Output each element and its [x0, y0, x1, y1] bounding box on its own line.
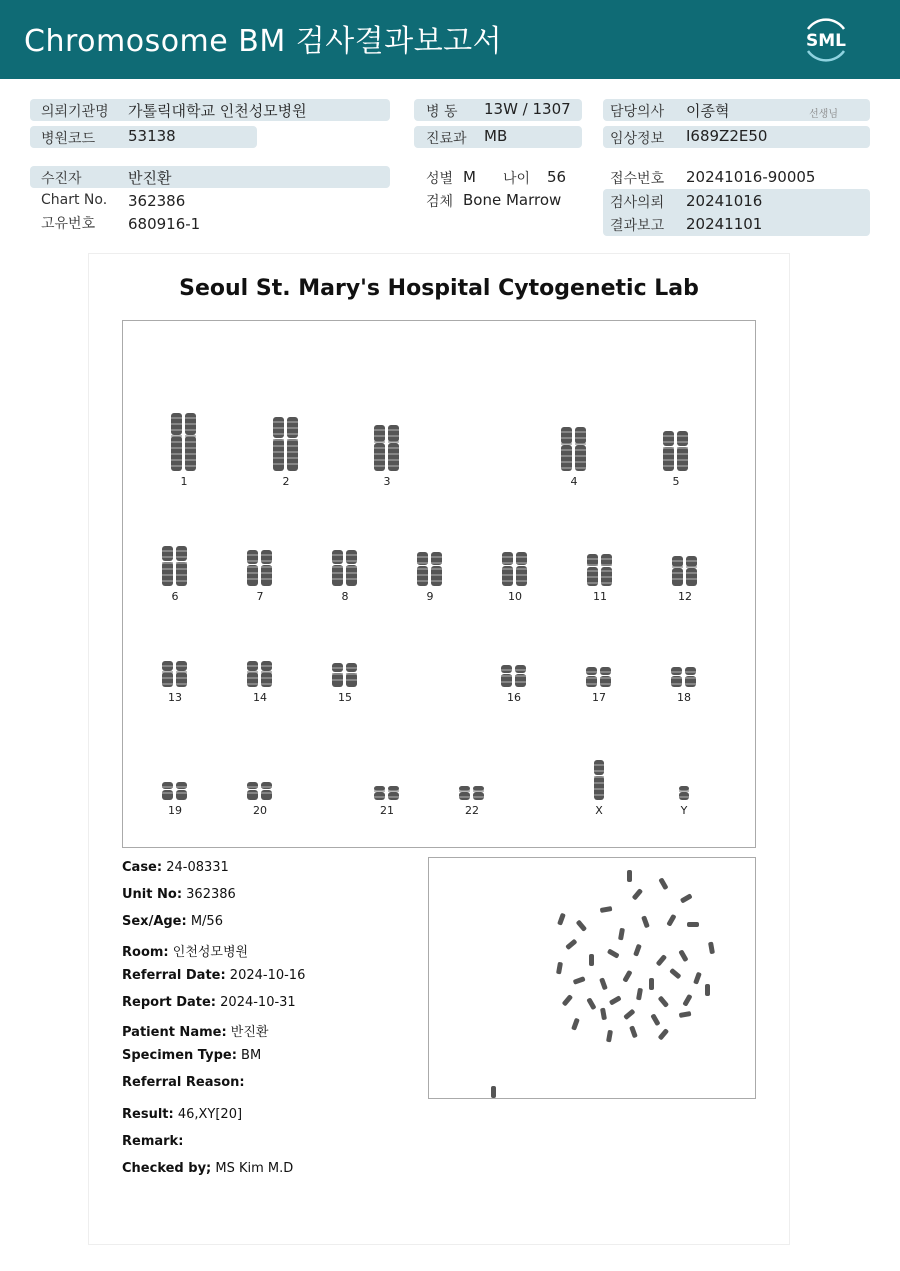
- metaphase-chromosome: [633, 944, 642, 957]
- chromosome-pair-graphic: [669, 667, 699, 687]
- chart-value: 362386: [128, 192, 186, 210]
- chromosome-7: [240, 550, 280, 603]
- metaphase-chromosome: [571, 1018, 580, 1031]
- report-field: [122, 1075, 245, 1090]
- chromosome-pair-graphic: [584, 667, 614, 687]
- chromosome-pair-graphic: [245, 661, 275, 687]
- metaphase-chromosome: [627, 870, 632, 882]
- report-field-label: Specimen Type:: [122, 1048, 237, 1063]
- chromosome-y: [664, 786, 704, 817]
- report-field: [122, 1134, 183, 1149]
- chromosome-pair-graphic: [169, 413, 199, 471]
- chromosome-pair-graphic: [670, 556, 700, 586]
- chromosome-pair-graphic: [160, 546, 190, 586]
- chromosome-17: [579, 667, 619, 704]
- metaphase-chromosome: [562, 994, 574, 1006]
- chromosome-pair-graphic: [499, 665, 529, 687]
- metaphase-chromosome: [632, 888, 644, 900]
- chromosome-pair-graphic: [661, 431, 691, 471]
- metaphase-chromosome: [658, 995, 670, 1007]
- lab-title: Seoul St. Mary's Hospital Cytogenetic Lab: [179, 276, 699, 301]
- row-shade: [30, 166, 390, 188]
- chromosome-label: 3: [383, 475, 391, 488]
- karyotype-report: [88, 253, 790, 1245]
- report-field-value: 인천성모병원: [168, 945, 249, 960]
- metaphase-chromosome: [641, 915, 650, 928]
- metaphase-image: [428, 857, 756, 1099]
- chart-label: Chart No.: [41, 192, 108, 208]
- receipt-label: 접수번호: [610, 171, 665, 187]
- metaphase-chromosome: [573, 976, 586, 985]
- report-field-value: M/56: [186, 914, 223, 929]
- metaphase-chromosome: [650, 1013, 660, 1026]
- report-field-label: Remark:: [122, 1134, 184, 1149]
- chromosome-pair-graphic: [160, 661, 190, 687]
- report-field: [122, 860, 229, 875]
- report-field: [122, 1161, 293, 1176]
- metaphase-chromosome: [607, 948, 620, 958]
- chromosome-label: 17: [592, 691, 606, 704]
- report-field-value: MS Kim M.D: [211, 1161, 294, 1176]
- report-field-value: BM: [236, 1048, 262, 1063]
- chromosome-pair-graphic: [245, 782, 275, 800]
- chromosome-11: [580, 554, 620, 603]
- chromosome-10: [495, 552, 535, 603]
- metaphase-chromosome: [693, 972, 702, 985]
- metaphase-chromosome: [622, 970, 632, 983]
- metaphase-chromosome: [606, 1030, 613, 1043]
- chromosome-5: [656, 431, 696, 488]
- metaphase-chromosome: [679, 1011, 692, 1018]
- chromosome-label: 10: [508, 590, 522, 603]
- request-label: 검사의뢰: [610, 195, 665, 211]
- metaphase-chromosome: [565, 939, 577, 951]
- chromosome-pair-graphic: [372, 425, 402, 471]
- metaphase-chromosome: [636, 988, 643, 1001]
- metaphase-chromosome: [682, 994, 692, 1007]
- age-value: 56: [547, 168, 567, 186]
- chromosome-8: [325, 550, 365, 603]
- svg-text:SML: SML: [806, 31, 846, 51]
- institution-label: 의뢰기관명: [41, 104, 109, 120]
- chromosome-16: [494, 665, 534, 704]
- metaphase-chromosome: [491, 1086, 496, 1098]
- report-field: [122, 968, 305, 983]
- id-label: 고유번호: [41, 216, 96, 232]
- chromosome-pair-graphic: [585, 554, 615, 586]
- metaphase-chromosome: [705, 984, 710, 996]
- report-field-label: Patient Name:: [122, 1025, 227, 1040]
- report-field-value: 24-08331: [162, 860, 229, 875]
- specimen-value: Bone Marrow: [463, 191, 562, 209]
- doctor-suffix: 선생님: [809, 109, 838, 120]
- metaphase-chromosome: [687, 922, 699, 927]
- chromosome-1: [164, 413, 204, 488]
- report-field-label: Sex/Age:: [122, 914, 187, 929]
- chromosome-label: 5: [672, 475, 680, 488]
- chromosome-4: [554, 427, 594, 488]
- chromosome-label: 18: [677, 691, 691, 704]
- chromosome-label: 9: [426, 590, 434, 603]
- chromosome-label: 6: [171, 590, 179, 603]
- sml-logo: [800, 13, 852, 65]
- chromosome-label: 8: [341, 590, 349, 603]
- chromosome-label: 16: [507, 691, 521, 704]
- metaphase-chromosome: [599, 977, 608, 990]
- report-field: [122, 941, 248, 960]
- chromosome-20: [240, 782, 280, 817]
- chromosome-pair-graphic: [330, 663, 360, 687]
- chromosome-pair-graphic: [271, 417, 301, 471]
- chromosome-label: 11: [593, 590, 607, 603]
- chromosome-pair-graphic: [330, 550, 360, 586]
- metaphase-chromosome: [609, 995, 622, 1005]
- chromosome-15: [325, 663, 365, 704]
- report-field-value: 362386: [182, 887, 236, 902]
- clinical-label: 임상정보: [610, 131, 665, 147]
- metaphase-chromosome: [656, 954, 668, 966]
- chromosome-label: 7: [256, 590, 264, 603]
- chromosome-2: [266, 417, 306, 488]
- chromosome-label: 22: [465, 804, 479, 817]
- report-field-label: Room:: [122, 945, 169, 960]
- chromosome-pair-graphic: [372, 786, 402, 800]
- metaphase-chromosome: [666, 914, 676, 927]
- metaphase-chromosome: [629, 1025, 638, 1038]
- metaphase-chromosome: [658, 1028, 670, 1040]
- chromosome-label: X: [595, 804, 603, 817]
- chromosome-12: [665, 556, 705, 603]
- patient-label: 수진자: [41, 171, 82, 187]
- chromosome-label: Y: [680, 804, 688, 817]
- metaphase-chromosome: [557, 913, 566, 926]
- report-title: Chromosome BM 검사결과보고서: [24, 24, 503, 59]
- chromosome-6: [155, 546, 195, 603]
- chromosome-pair-graphic: [245, 550, 275, 586]
- report-field-value: 2024-10-16: [225, 968, 306, 983]
- report-field-value: 2024-10-31: [216, 995, 296, 1010]
- chromosome-pair-graphic: [559, 427, 589, 471]
- chromosome-label: 20: [253, 804, 267, 817]
- metaphase-chromosome: [649, 978, 654, 990]
- chromosome-13: [155, 661, 195, 704]
- report-field: [122, 995, 296, 1010]
- metaphase-chromosome: [589, 954, 594, 966]
- metaphase-chromosome: [680, 893, 693, 903]
- metaphase-chromosome: [556, 962, 563, 975]
- chromosome-label: 4: [570, 475, 578, 488]
- report-field: [122, 1107, 242, 1122]
- metaphase-chromosome: [618, 928, 625, 941]
- chromosome-pair-graphic: [457, 786, 487, 800]
- metaphase-chromosome: [669, 968, 681, 980]
- karyogram: [122, 320, 756, 848]
- hospital-code-value: 53138: [128, 127, 176, 145]
- report-field: [122, 1021, 268, 1040]
- chromosome-18: [664, 667, 704, 704]
- chromosome-label: 14: [253, 691, 267, 704]
- sex-label: 성별: [426, 171, 454, 187]
- chromosome-label: 15: [338, 691, 352, 704]
- metaphase-chromosome: [708, 942, 715, 955]
- metaphase-chromosome: [600, 906, 613, 913]
- report-field-label: Referral Date:: [122, 968, 226, 983]
- doctor-label: 담당의사: [610, 104, 665, 120]
- chromosome-pair-graphic: [677, 786, 691, 800]
- chromosome-19: [155, 782, 195, 817]
- report-field: [122, 1048, 261, 1063]
- receipt-value: 20241016-90005: [686, 168, 816, 186]
- ward-value: 13W / 1307: [484, 100, 571, 118]
- chromosome-x: [579, 760, 619, 817]
- result-report-value: 20241101: [686, 215, 763, 233]
- institution-value: 가톨릭대학교 인천성모병원: [128, 102, 307, 120]
- chromosome-14: [240, 661, 280, 704]
- report-field-label: Report Date:: [122, 995, 217, 1010]
- dept-label: 진료과: [426, 131, 467, 147]
- metaphase-chromosome: [658, 877, 668, 890]
- report-field-value: 반진환: [226, 1025, 269, 1040]
- metaphase-chromosome: [600, 1008, 607, 1021]
- hospital-code-label: 병원코드: [41, 131, 96, 147]
- age-label: 나이: [503, 171, 531, 187]
- report-field-label: Result:: [122, 1107, 174, 1122]
- report-field-label: Referral Reason:: [122, 1075, 245, 1090]
- report-field-label: Unit No:: [122, 887, 183, 902]
- report-field: [122, 887, 236, 902]
- chromosome-label: 2: [282, 475, 290, 488]
- metaphase-chromosome: [678, 949, 688, 962]
- chromosome-pair-graphic: [160, 782, 190, 800]
- chromosome-22: [452, 786, 492, 817]
- report-field: [122, 914, 223, 929]
- report-field-label: Checked by;: [122, 1161, 212, 1176]
- doctor-value: 이종혁: [686, 102, 730, 120]
- chromosome-label: 21: [380, 804, 394, 817]
- chromosome-21: [367, 786, 407, 817]
- chromosome-label: 12: [678, 590, 692, 603]
- report-field-value: 46,XY[20]: [173, 1107, 243, 1122]
- result-report-label: 결과보고: [610, 218, 665, 234]
- clinical-value: I689Z2E50: [686, 127, 768, 145]
- chromosome-9: [410, 552, 450, 603]
- metaphase-chromosome: [586, 997, 596, 1010]
- chromosome-3: [367, 425, 407, 488]
- chromosome-pair-graphic: [500, 552, 530, 586]
- chromosome-pair-graphic: [415, 552, 445, 586]
- sex-value: M: [463, 168, 476, 186]
- id-value: 680916-1: [128, 215, 201, 233]
- chromosome-label: 13: [168, 691, 182, 704]
- specimen-label: 검체: [426, 194, 454, 210]
- chromosome-label: 1: [180, 475, 188, 488]
- report-field-label: Case:: [122, 860, 163, 875]
- chromosome-label: 19: [168, 804, 182, 817]
- chromosome-pair-graphic: [592, 760, 606, 800]
- dept-value: MB: [484, 127, 508, 145]
- metaphase-chromosome: [576, 919, 588, 931]
- metaphase-chromosome: [623, 1009, 635, 1021]
- report-header: [0, 0, 900, 79]
- ward-label: 병 동: [426, 104, 458, 120]
- request-value: 20241016: [686, 192, 763, 210]
- patient-value: 반진환: [128, 169, 172, 187]
